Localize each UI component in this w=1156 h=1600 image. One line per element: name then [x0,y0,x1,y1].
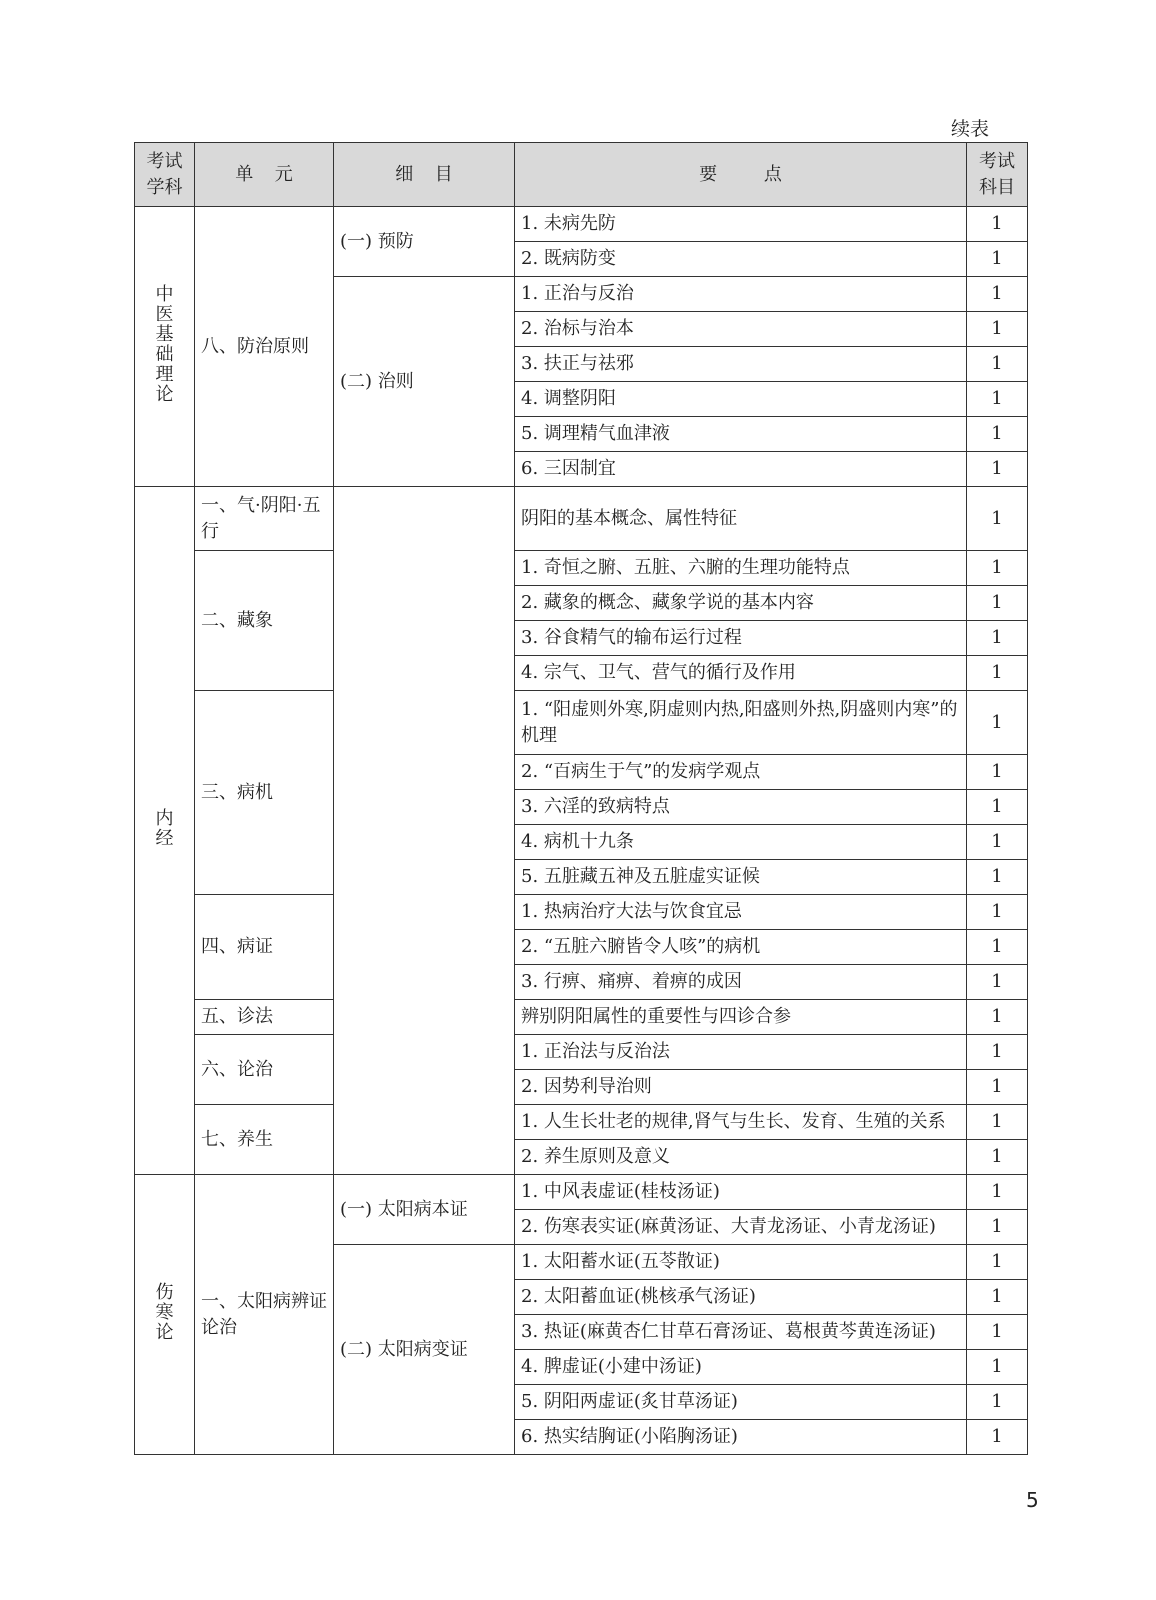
point-cell: 3. 扶正与祛邪 [515,347,967,382]
unit-cell: 八、防治原则 [195,207,334,487]
point-cell: 1. “阳虚则外寒,阴虚则内热,阳盛则外热,阴盛则内寒”的机理 [515,691,967,755]
point-cell: 3. 六淫的致病特点 [515,790,967,825]
point-cell: 2. 藏象的概念、藏象学说的基本内容 [515,586,967,621]
point-cell: 1. 人生长壮老的规律,肾气与生长、发育、生殖的关系 [515,1105,967,1140]
table-row [135,1105,1028,1140]
level-cell: 1 [967,551,1028,586]
level-cell: 1 [967,691,1028,755]
level-cell: 1 [967,1105,1028,1140]
point-cell: 5. 阴阳两虚证(炙甘草汤证) [515,1385,967,1420]
unit-cell: 七、养生 [195,1105,334,1175]
point-cell: 1. 太阳蓄水证(五苓散证) [515,1245,967,1280]
subject-cell: 内经 [135,487,195,1175]
level-cell: 1 [967,1350,1028,1385]
table-row [135,1035,1028,1070]
table-row [135,895,1028,930]
level-cell: 1 [967,312,1028,347]
point-cell: 4. 宗气、卫气、营气的循行及作用 [515,656,967,691]
point-cell: 4. 调整阴阳 [515,382,967,417]
continued-label: 续表 [951,118,990,140]
header-subject: 考试学科 [135,143,195,207]
level-cell: 1 [967,1245,1028,1280]
header-unit: 单元 [195,143,334,207]
header-level: 考试科目 [967,143,1028,207]
point-cell: 1. 中风表虚证(桂枝汤证) [515,1175,967,1210]
table-row [135,1175,1028,1210]
unit-cell: 六、论治 [195,1035,334,1105]
level-cell: 1 [967,1140,1028,1175]
level-cell: 1 [967,1385,1028,1420]
level-cell: 1 [967,1000,1028,1035]
table-row [135,487,1028,551]
unit-cell: 二、藏象 [195,551,334,691]
point-cell: 2. 因势利导治则 [515,1070,967,1105]
level-cell: 1 [967,790,1028,825]
subject-cell: 中医基础理论 [135,207,195,487]
point-cell: 1. 正治与反治 [515,277,967,312]
table-row [135,1000,1028,1035]
point-cell: 4. 病机十九条 [515,825,967,860]
item-cell: (二) 太阳病变证 [334,1245,515,1455]
level-cell: 1 [967,1035,1028,1070]
point-cell: 2. 治标与治本 [515,312,967,347]
level-cell: 1 [967,487,1028,551]
level-cell: 1 [967,586,1028,621]
level-cell: 1 [967,1420,1028,1455]
table-header-row [135,143,1028,207]
level-cell: 1 [967,656,1028,691]
point-cell: 4. 脾虚证(小建中汤证) [515,1350,967,1385]
level-cell: 1 [967,1315,1028,1350]
page-number: 5 [1026,1488,1039,1512]
level-cell: 1 [967,1210,1028,1245]
level-cell: 1 [967,621,1028,656]
header-item: 细目 [334,143,515,207]
point-cell: 1. 热病治疗大法与饮食宜忌 [515,895,967,930]
unit-cell: 一、气·阴阳·五行 [195,487,334,551]
level-cell: 1 [967,417,1028,452]
unit-cell: 五、诊法 [195,1000,334,1035]
point-cell: 2. “五脏六腑皆令人咳”的病机 [515,930,967,965]
point-cell: 6. 三因制宜 [515,452,967,487]
header-point: 要点 [515,143,967,207]
point-cell: 3. 热证(麻黄杏仁甘草石膏汤证、葛根黄芩黄连汤证) [515,1315,967,1350]
unit-cell: 四、病证 [195,895,334,1000]
point-cell: 2. “百病生于气”的发病学观点 [515,755,967,790]
point-cell: 3. 谷食精气的输布运行过程 [515,621,967,656]
point-cell: 1. 未病先防 [515,207,967,242]
level-cell: 1 [967,347,1028,382]
level-cell: 1 [967,895,1028,930]
table-row [135,691,1028,755]
level-cell: 1 [967,382,1028,417]
level-cell: 1 [967,242,1028,277]
point-cell: 阴阳的基本概念、属性特征 [515,487,967,551]
point-cell: 1. 奇恒之腑、五脏、六腑的生理功能特点 [515,551,967,586]
syllabus-table [134,142,1028,1455]
unit-cell: 三、病机 [195,691,334,895]
table-row [135,551,1028,586]
item-cell [334,487,515,1175]
level-cell: 1 [967,860,1028,895]
item-cell: (一) 预防 [334,207,515,277]
level-cell: 1 [967,930,1028,965]
level-cell: 1 [967,755,1028,790]
item-cell: (一) 太阳病本证 [334,1175,515,1245]
level-cell: 1 [967,1280,1028,1315]
point-cell: 6. 热实结胸证(小陷胸汤证) [515,1420,967,1455]
point-cell: 5. 调理精气血津液 [515,417,967,452]
point-cell: 3. 行痹、痛痹、着痹的成因 [515,965,967,1000]
table-row [135,207,1028,242]
unit-cell: 一、太阳病辨证论治 [195,1175,334,1455]
point-cell: 2. 伤寒表实证(麻黄汤证、大青龙汤证、小青龙汤证) [515,1210,967,1245]
level-cell: 1 [967,965,1028,1000]
level-cell: 1 [967,277,1028,312]
point-cell: 2. 养生原则及意义 [515,1140,967,1175]
point-cell: 5. 五脏藏五神及五脏虚实证候 [515,860,967,895]
point-cell: 2. 既病防变 [515,242,967,277]
point-cell: 2. 太阳蓄血证(桃核承气汤证) [515,1280,967,1315]
level-cell: 1 [967,825,1028,860]
point-cell: 1. 正治法与反治法 [515,1035,967,1070]
subject-cell: 伤寒论 [135,1175,195,1455]
level-cell: 1 [967,1175,1028,1210]
item-cell: (二) 治则 [334,277,515,487]
level-cell: 1 [967,452,1028,487]
level-cell: 1 [967,1070,1028,1105]
point-cell: 辨别阴阳属性的重要性与四诊合参 [515,1000,967,1035]
level-cell: 1 [967,207,1028,242]
